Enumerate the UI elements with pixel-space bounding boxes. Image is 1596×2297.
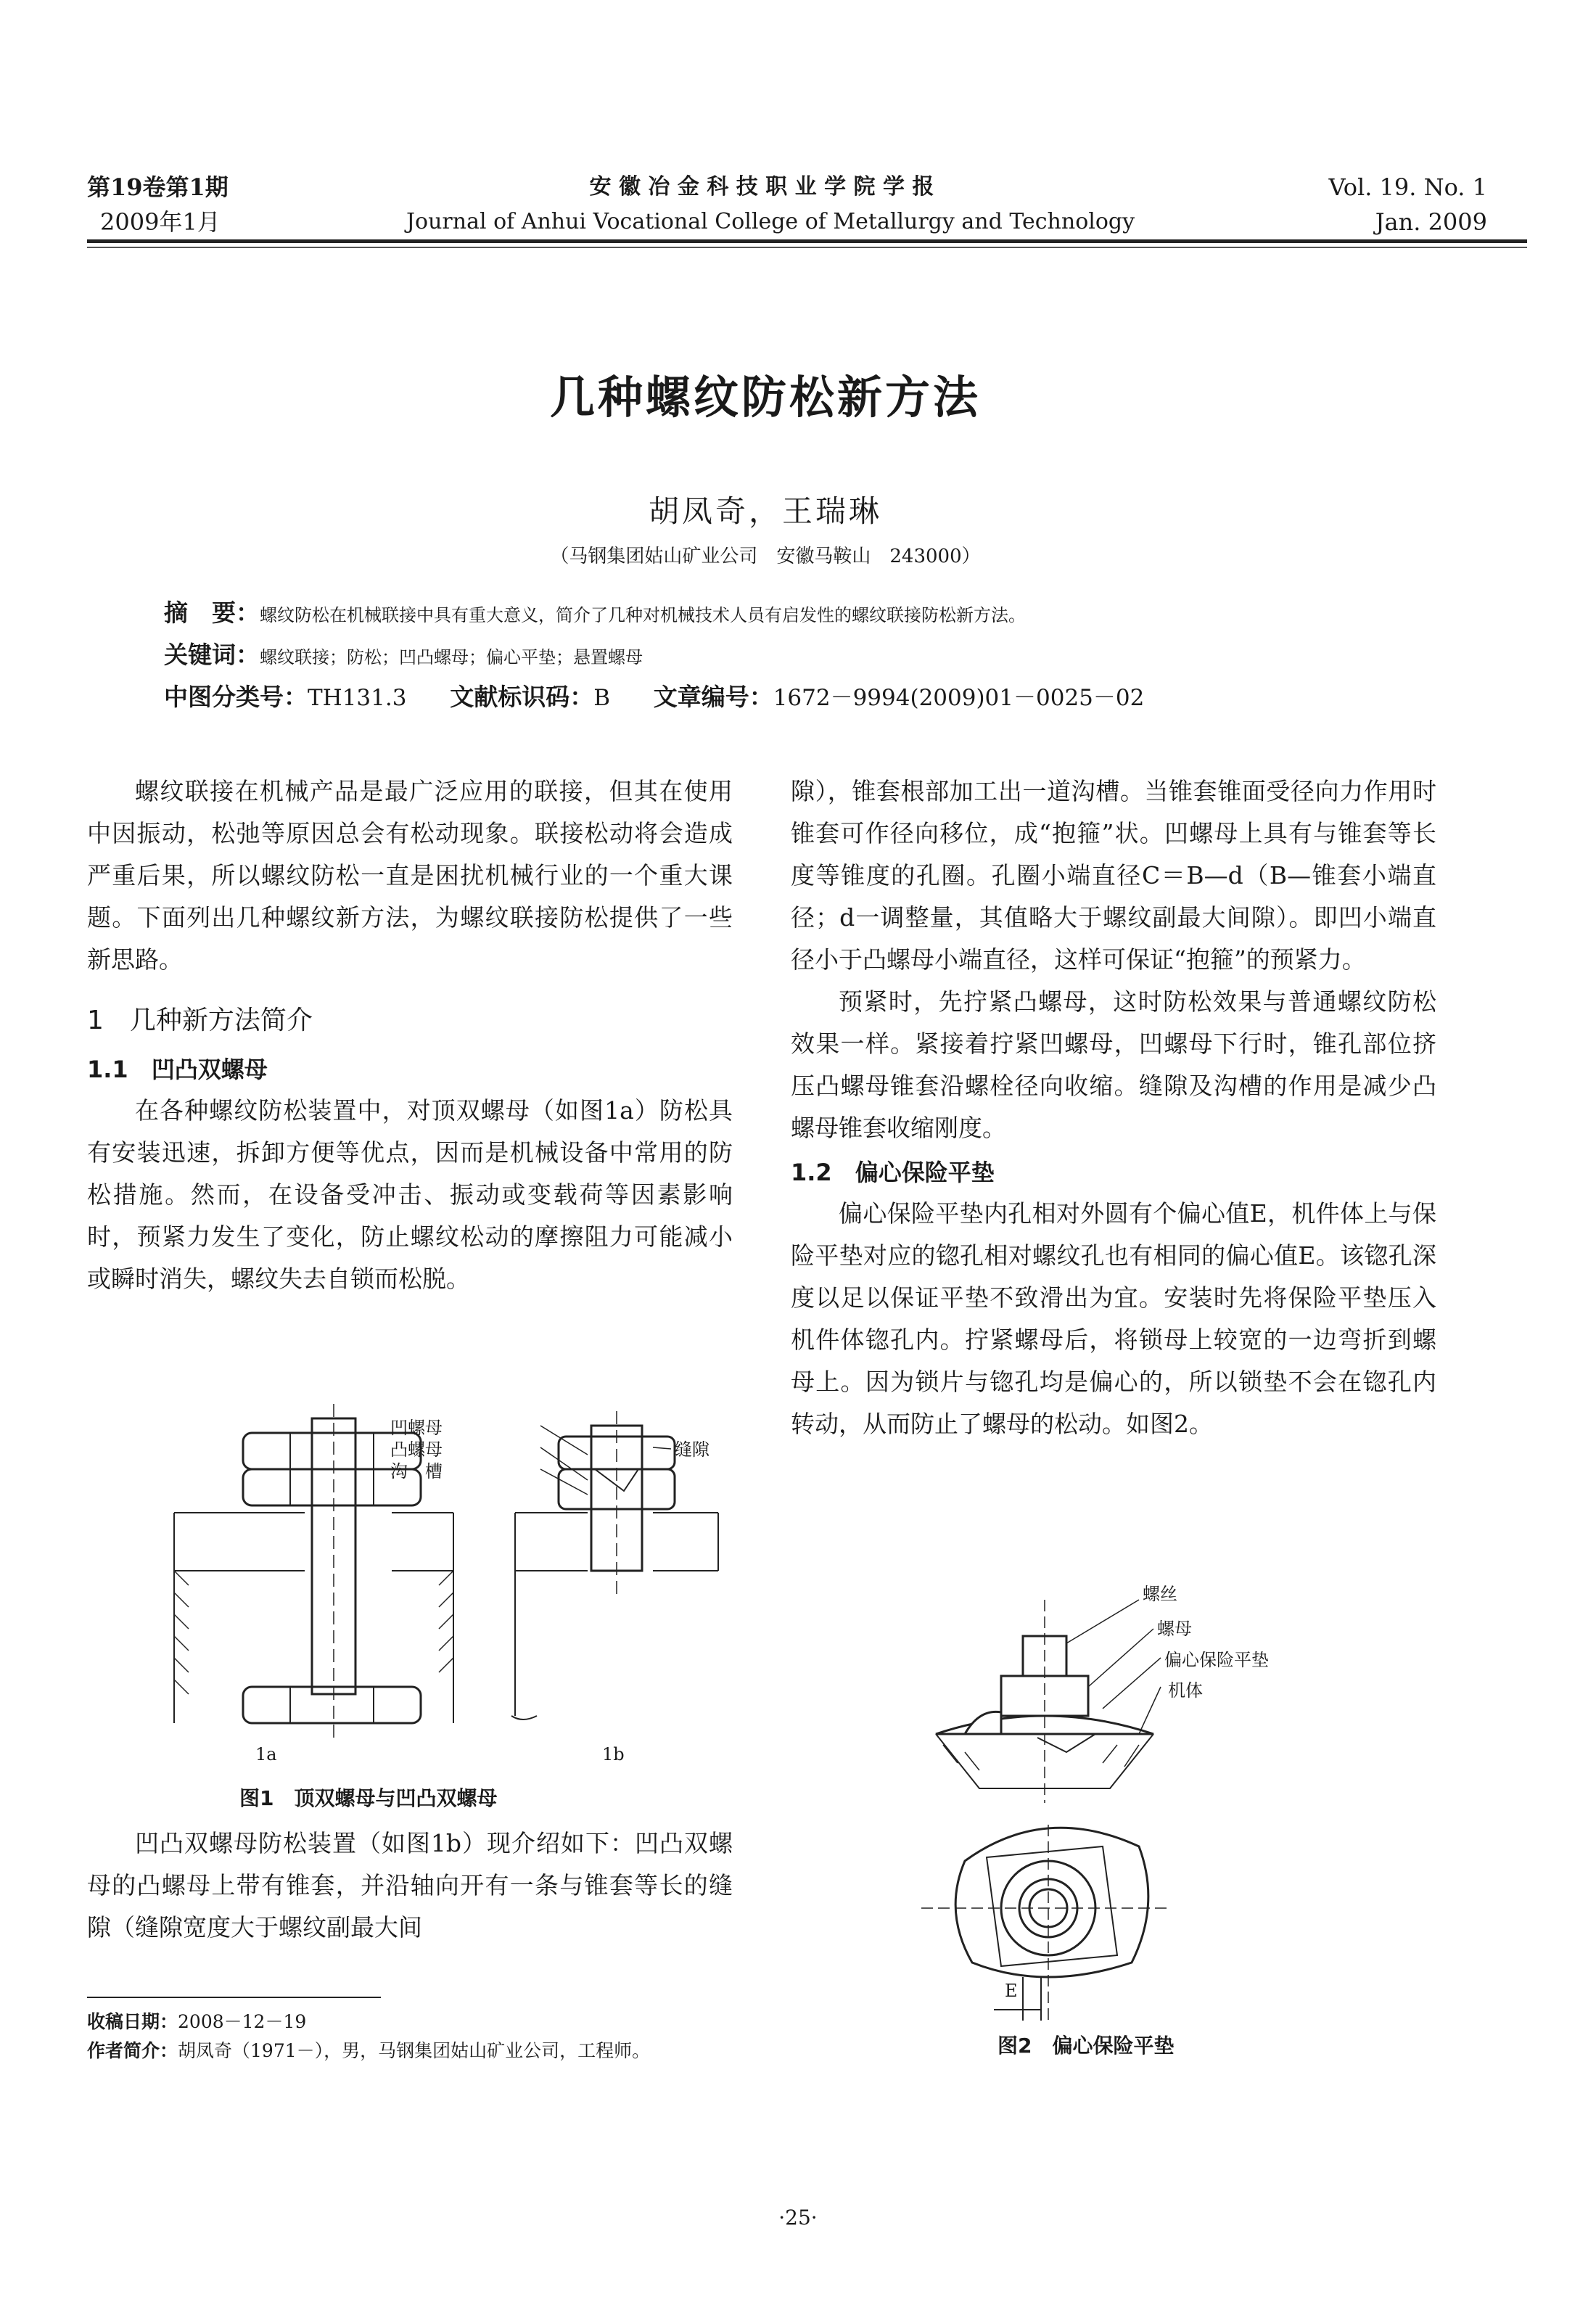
fig1-callout-convex-nut: 凸螺母 xyxy=(390,1439,443,1460)
article-affiliation: （马钢集团姑山矿业公司 安徽马鞍山 243000） xyxy=(550,546,981,567)
fig1-label-a: 1a xyxy=(255,1744,277,1764)
received-date: 2008－12－19 xyxy=(178,2011,307,2032)
author-bio-label: 作者简介： xyxy=(87,2040,178,2061)
abstract xyxy=(164,599,1026,629)
abstract-label: 摘 要： xyxy=(164,599,260,627)
header-rule-thin xyxy=(87,247,1527,248)
right-column xyxy=(791,771,1436,1445)
keywords-label: 关键词： xyxy=(164,641,260,669)
fig2-callout-bolt: 螺丝 xyxy=(1143,1584,1177,1604)
article-authors: 胡凤奇，王瑞琳 xyxy=(648,493,882,529)
page-number: ·25· xyxy=(778,2206,818,2230)
section-1-heading: 1 几种新方法简介 xyxy=(87,1006,313,1035)
fig1-callout-groove: 沟 槽 xyxy=(390,1461,443,1482)
paragraph-1-2: 凹凸双螺母防松装置（如图1b）现介绍如下：凹凸双螺母的凸螺母上带有锥套，并沿轴向开有一条与锥套等长的缝隙（缝隙宽度大于螺纹副最大间 xyxy=(87,1829,733,1941)
fig2-callout-washer: 偏心保险平垫 xyxy=(1164,1650,1269,1670)
header-rule xyxy=(87,239,1527,243)
figure-1-caption: 图1 顶双螺母与凹凸双螺母 xyxy=(239,1786,498,1810)
figure-2-caption: 图2 偏心保险平垫 xyxy=(998,2034,1175,2058)
received-label: 收稿日期： xyxy=(87,2011,178,2032)
fig2-callout-body: 机体 xyxy=(1168,1680,1203,1701)
intro-paragraph: 螺纹联接在机械产品是最广泛应用的联接，但其在使用中因振动，松弛等原因总会有松动现象。联接松动将会造成严重后果，所以螺纹防松一直是困扰机械行业的一个重大课题。下面列出几种螺纹新方法，为螺纹联接防松提供了一些新思路。 xyxy=(87,777,733,974)
header-journal-cn: 安 徽 冶 金 科 技 职 业 学 院 学 报 xyxy=(589,174,934,200)
section-1-1-heading: 1.1 凹凸双螺母 xyxy=(87,1056,268,1083)
article-title: 几种螺纹防松新方法 xyxy=(549,371,981,424)
paragraph-1-1: 在各种螺纹防松装置中，对顶双螺母（如图1a）防松具有安装迅速，拆卸方便等优点，因而是机械设备中常用的防松措施。然而，在设备受冲击、振动或变载荷等因素影响时，预紧力发生了变化，防止螺纹松动的摩擦阻力可能减小或瞬时消失，螺纹失去自锁而松脱。 xyxy=(87,1096,733,1293)
fig1-callout-gap: 缝隙 xyxy=(675,1439,709,1460)
section-1-2-heading: 1.2 偏心保险平垫 xyxy=(791,1159,995,1186)
article-number-value: 1672－9994(2009)01－0025－02 xyxy=(773,685,1145,711)
footnote-rule xyxy=(87,1997,381,1998)
left-column xyxy=(87,771,733,1300)
doc-code-label: 文献标识码： xyxy=(450,683,594,711)
doc-code-value: B xyxy=(593,685,610,711)
header-volume-cn: 第19卷第1期 xyxy=(87,173,229,201)
footnote-author xyxy=(87,2037,650,2065)
fig1-label-b: 1b xyxy=(602,1744,625,1764)
header-date-cn: 2009年1月 xyxy=(100,208,221,236)
paragraph-1-3: 隙），锥套根部加工出一道沟槽。当锥套锥面受径向力作用时锥套可作径向移位，成“抱箍”状。凹螺母上具有与锥套等长度等锥度的孔圈。孔圈小端直径C＝B—d（B—锥套小端直径；d一调整量，其值略大于螺纹副最大间隙）。即凹小端直径小于凸螺母小端直径，这样可保证“抱箍”的预紧力。 xyxy=(791,777,1436,974)
author-bio: 胡凤奇（1971－），男，马钢集团姑山矿业公司，工程师。 xyxy=(178,2040,651,2061)
keywords xyxy=(164,641,643,671)
article-number-label: 文章编号： xyxy=(653,683,773,711)
left-column-continued xyxy=(87,1823,733,1949)
paragraph-1-5: 偏心保险平垫内孔相对外圆有个偏心值E，机件体上与保险平垫对应的锪孔相对螺纹孔也有相同的偏心值E。该锪孔深度以足以保证平垫不致滑出为宜。安装时先将保险平垫压入机件体锪孔内。拧紧螺母后，将锁母上较宽的一边弯折到螺母上。因为锁片与锪孔均是偏心的，所以锁垫不会在锪孔内转动，从而防止了螺母的松动。如图2。 xyxy=(791,1199,1436,1438)
footnote-received xyxy=(87,2008,306,2036)
keywords-text: 螺纹联接；防松；凹凸螺母；偏心平垫；悬置螺母 xyxy=(260,647,643,667)
fig2-callout-nut: 螺母 xyxy=(1157,1619,1192,1639)
header-volume-en: Vol. 19. No. 1 xyxy=(1328,173,1487,201)
paragraph-1-4: 预紧时，先拧紧凸螺母，这时防松效果与普通螺纹防松效果一样。紧接着拧紧凹螺母，凹螺母下行时，锥孔部位挤压凸螺母锥套沿螺栓径向收缩。缝隙及沟槽的作用是减少凸螺母锥套收缩刚度。 xyxy=(791,987,1436,1142)
fig2-label-e: E xyxy=(1005,1981,1018,2001)
clc-label: 中图分类号： xyxy=(164,683,308,711)
abstract-text: 螺纹防松在机械联接中具有重大意义，简介了几种对机械技术人员有启发性的螺纹联接防松新方法。 xyxy=(260,605,1026,625)
clc-value: TH131.3 xyxy=(308,685,407,711)
fig1-callout-concave-nut: 凹螺母 xyxy=(390,1418,443,1438)
header-journal-en: Journal of Anhui Vocational College of Metallurgy and Technology xyxy=(406,209,1135,234)
header-date-en: Jan. 2009 xyxy=(1375,208,1487,236)
classification-line xyxy=(164,683,1144,712)
